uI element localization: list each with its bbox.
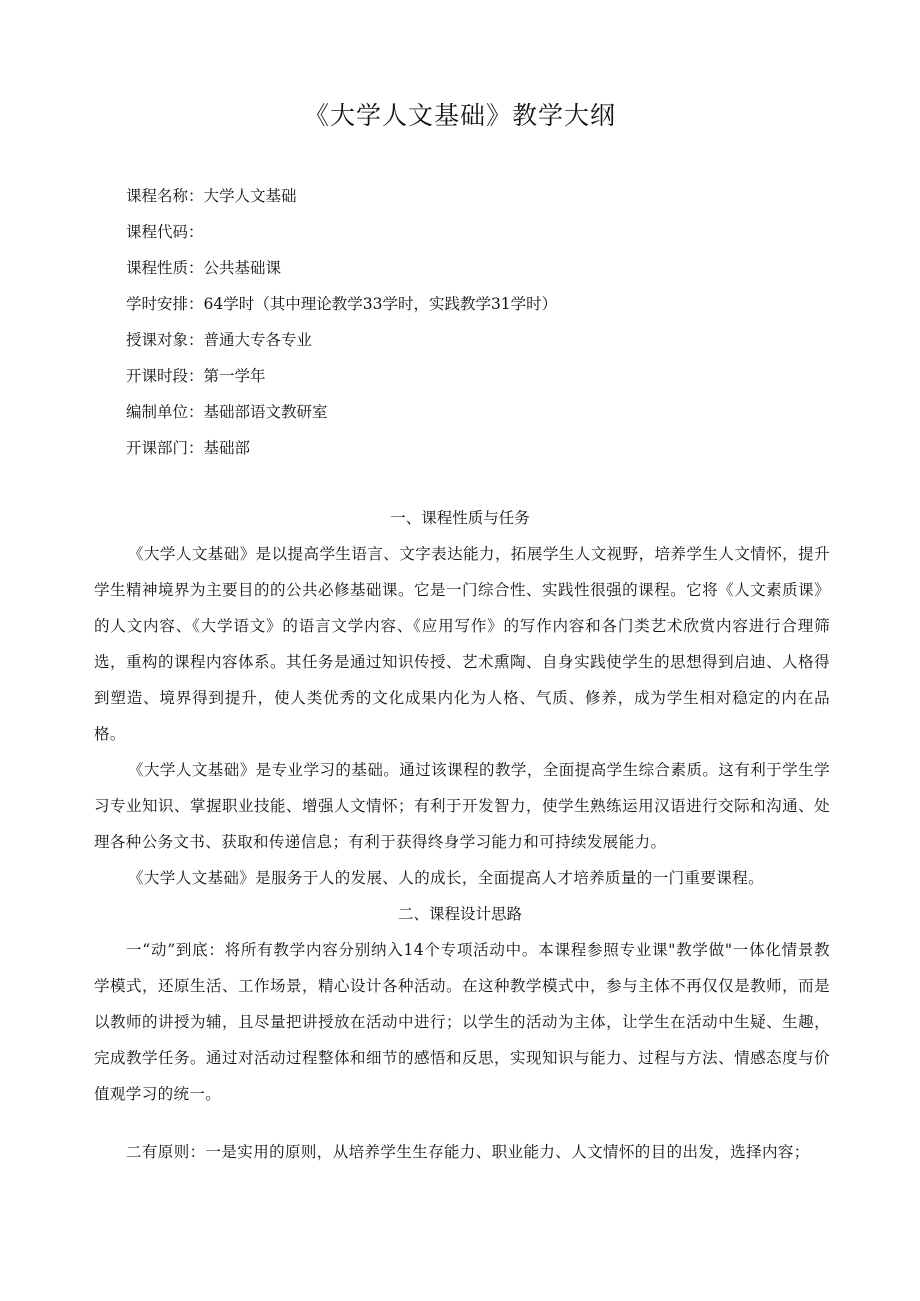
meta-target-students: 授课对象：普通大专各专业	[126, 331, 313, 349]
document-title: 《大学人文基础》教学大纲	[303, 101, 616, 130]
paragraph-design-1: 一“动”到底：将所有教学内容分别纳入14个专项活动中。本课程参照专业课"教学做"一体化情景教学模式，还原生活、工作场景，精心设计各种活动。在这种教学模式中，参与主体不再仅仅是教师，而是以教师的讲授为辅，且尽量把讲授放在活动中进行；以学生的活动为主体，让学生在活动中生疑、生趣，完成教学任务。通过对活动过程整体和细节的感悟和反思，实现知识与能力、过程与方法、情感态度与价值观学习的统一。	[94, 941, 830, 1103]
meta-department: 开课部门：基础部	[126, 439, 251, 457]
section-heading-nature: 一、课程性质与任务	[390, 509, 530, 527]
meta-course-name: 课程名称：大学人文基础	[126, 187, 297, 205]
section-heading-design: 二、课程设计思路	[397, 905, 522, 923]
meta-course-period: 开课时段：第一学年	[126, 367, 266, 385]
meta-compiling-unit: 编制单位：基础部语文教研室	[126, 403, 328, 421]
paragraph-nature-2: 《大学人文基础》是专业学习的基础。通过该课程的教学，全面提高学生综合素质。这有利于学生学习专业知识、掌握职业技能、增强人文情怀；有利于开发智力，使学生熟练运用汉语进行交际和沟通、处理各种公务文书、获取和传递信息；有利于获得终身学习能力和可持续发展能力。	[94, 761, 830, 851]
meta-course-hours: 学时安排：64学时（其中理论教学33学时，实践教学31学时）	[126, 295, 558, 313]
paragraph-nature-3: 《大学人文基础》是服务于人的发展、人的成长，全面提高人才培养质量的一门重要课程。	[128, 869, 765, 887]
paragraph-design-2: 二有原则：一是实用的原则，从培养学生生存能力、职业能力、人文情怀的目的出发，选择内容；	[126, 1143, 810, 1161]
meta-course-type: 课程性质：公共基础课	[126, 259, 282, 277]
course-meta-list	[126, 178, 557, 466]
paragraph-nature-1: 《大学人文基础》是以提高学生语言、文字表达能力，拓展学生人文视野，培养学生人文情怀，提升学生精神境界为主要目的的公共必修基础课。它是一门综合性、实践性很强的课程。它将《人文素质课》的人文内容、《大学语文》的语言文学内容、《应用写作》的写作内容和各门类艺术欣赏内容进行合理筛选，重构的课程内容体系。其任务是通过知识传授、艺术熏陶、自身实践使学生的思想得到启迪、人格得到塑造、境界得到提升，使人类优秀的文化成果内化为人格、气质、修养，成为学生相对稳定的内在品格。	[94, 545, 830, 743]
meta-course-code: 课程代码：	[126, 223, 204, 241]
